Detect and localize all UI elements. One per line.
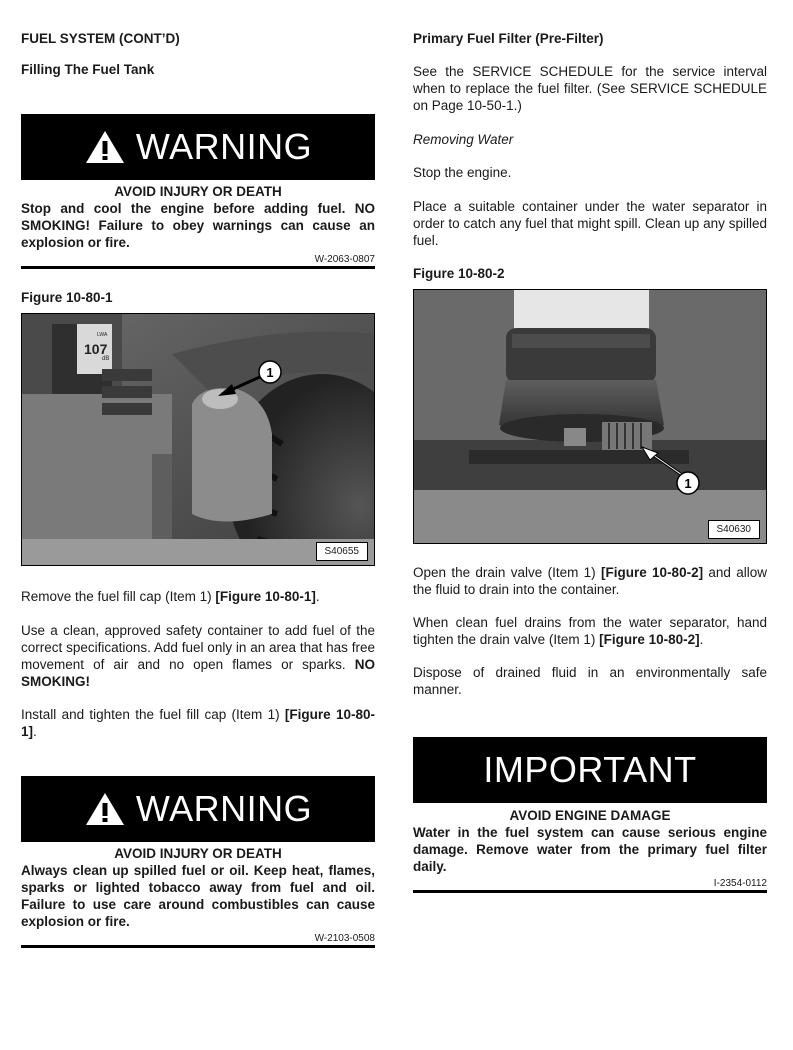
divider-rule	[413, 890, 767, 893]
instruction-paragraph: Use a clean, approved safety container to add fuel of the correct specifications. Add fuel only in an area that has free movement of air and no open flames or sparks. NO SMOKING!	[21, 623, 375, 689]
subsection-title: Filling The Fuel Tank	[21, 62, 155, 77]
figure-photo-fuel-fill	[21, 313, 375, 566]
figure-callout-number: 1	[684, 476, 692, 491]
important-subtitle: AVOID ENGINE DAMAGE	[509, 808, 671, 823]
warning-triangle-icon	[84, 129, 126, 165]
warning-block	[21, 183, 375, 267]
warning-subtitle: AVOID INJURY OR DEATH	[114, 846, 282, 861]
figure-callout-number: 1	[266, 365, 274, 380]
figure-reference: [Figure 10-80-2]	[600, 565, 704, 580]
figure-caption: Figure 10-80-2	[413, 266, 505, 281]
figure-reference: [Figure 10-80-2]	[599, 632, 700, 647]
instruction-paragraph: Dispose of drained fluid in an environmentally safe manner.	[413, 665, 767, 697]
section-title: FUEL SYSTEM (CONT’D)	[21, 31, 180, 46]
important-block	[413, 807, 767, 891]
warning-banner-label: WARNING	[135, 788, 313, 829]
no-smoking-note: NO SMOKING!	[21, 657, 375, 689]
subheading-removing-water: Removing Water	[413, 132, 514, 147]
instruction-paragraph: Place a suitable container under the water separator in order to catch any fuel that might spill. Clean up any spilled fuel.	[413, 199, 767, 248]
decal-lwa-label: LWA	[97, 332, 108, 338]
instruction-paragraph: Remove the fuel fill cap (Item 1) [Figure 10-80-1].	[21, 589, 320, 604]
instruction-paragraph: Open the drain valve (Item 1) [Figure 10-80-2] and allow the fluid to drain into the container.	[413, 565, 767, 597]
figure-reference: [Figure 10-80-1]	[21, 707, 375, 739]
section-heading: Primary Fuel Filter (Pre-Filter)	[413, 31, 604, 46]
figure-reference: [Figure 10-80-1]	[215, 589, 316, 604]
warning-subtitle: AVOID INJURY OR DEATH	[114, 184, 282, 199]
instruction-paragraph: Install and tighten the fuel fill cap (Item 1) [Figure 10-80-1].	[21, 707, 375, 739]
warning-code: W-2063-0807	[314, 254, 375, 265]
instruction-paragraph: Stop the engine.	[413, 165, 512, 180]
divider-rule	[21, 266, 375, 269]
warning-block	[21, 845, 375, 946]
important-banner-label: IMPORTANT	[483, 749, 697, 790]
decal-db-value: 107	[84, 341, 108, 357]
important-code: I-2354-0112	[713, 878, 767, 889]
warning-code: W-2103-0508	[314, 933, 375, 944]
photo-id-stamp: S40630	[708, 520, 760, 539]
instruction-paragraph: See the SERVICE SCHEDULE for the service interval when to replace the fuel filter. (See SERVICE SCHEDULE on Page 10-50-1.)	[413, 64, 767, 113]
important-banner	[413, 737, 767, 803]
divider-rule	[21, 945, 375, 948]
warning-banner	[21, 776, 375, 842]
warning-message: Stop and cool the engine before adding fuel. NO SMOKING! Failure to obey warnings can cause an explosion or fire.	[21, 201, 375, 250]
warning-banner-label: WARNING	[135, 126, 313, 167]
warning-banner	[21, 114, 375, 180]
warning-message: Always clean up spilled fuel or oil. Keep heat, flames, sparks or lighted tobacco away from fuel and oil. Failure to use care around combustibles can cause explosion or fire.	[21, 863, 375, 929]
warning-triangle-icon	[84, 791, 126, 827]
important-message: Water in the fuel system can cause serious engine damage. Remove water from the primary fuel filter daily.	[413, 825, 767, 874]
decal-db-unit: dB	[102, 356, 110, 362]
figure-photo-fuel-filter	[413, 289, 767, 544]
figure-caption: Figure 10-80-1	[21, 290, 113, 305]
instruction-paragraph: When clean fuel drains from the water separator, hand tighten the drain valve (Item 1) [Figure 10-80-2].	[413, 615, 767, 647]
photo-id-stamp: S40655	[316, 542, 368, 561]
